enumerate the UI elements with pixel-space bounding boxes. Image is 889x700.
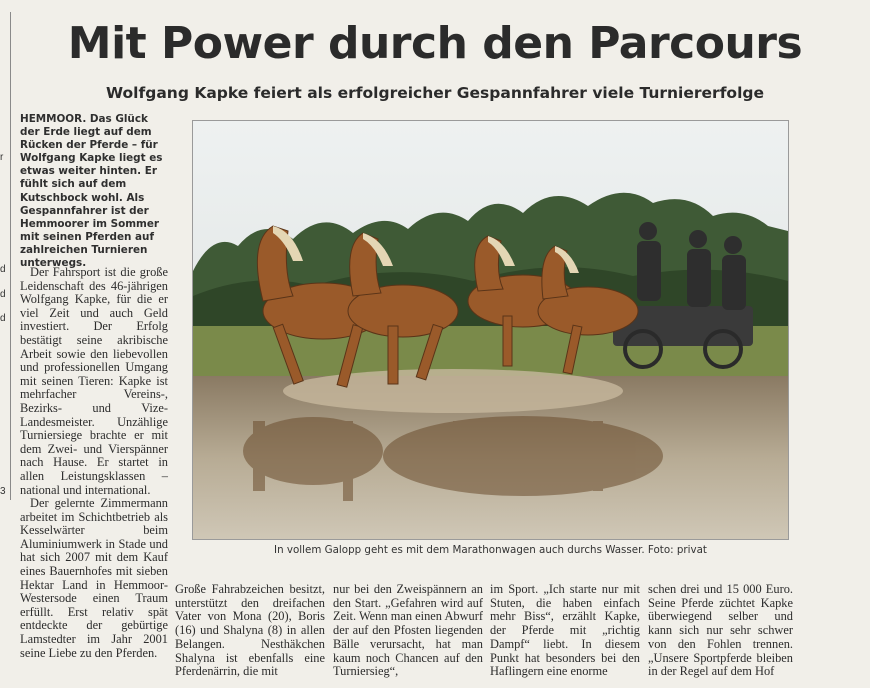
article-column bbox=[490, 583, 640, 679]
margin-fragment: d bbox=[0, 313, 6, 324]
page-bottom-edge bbox=[0, 688, 889, 700]
margin-fragment: d bbox=[0, 264, 6, 275]
article-subheadline: Wolfgang Kapke feiert als erfolgreicher Gespannfahrer viele Turniererfolge bbox=[105, 84, 765, 102]
column-text: nur bei den Zweispännern an den Start. „Gefahren wird auf Zeit. Wenn man einen Abwurf der auf den Pfosten liegenden Bälle verursacht, hat man kaum noch Chancen auf den Turniersieg“, bbox=[333, 582, 483, 679]
article-lead: HEMMOOR. Das Glück der Erde liegt auf dem Rücken der Pferde – für Wolfgang Kapke liegt es etwas weiter hinten. Er fühlt sich auf dem Kutschbock wohl. Als Gespannfahrer ist der Hemmoorer im Sommer mit seinen Pferden auf zahlreichen Turnieren unterwegs. bbox=[20, 113, 163, 270]
body-paragraph: Der Fahrsport ist die große Leidenschaft des 46-jährigen Wolfgang Kapke, für die er viel Zeit und auch Geld investiert. Der Erfolg bestätigt seine akribische Arbeit sowie den liebevollen und professionellen Umgang mit seinen Tieren: Kapke ist mehrfacher Vereins-, Bezirks- und Vize-Landesmeister. Unzählige Turniersiege brachte er mit dem Zwei- und Vierspänner nach Hause. Er startet in allen Leistungsklassen – national und international. bbox=[20, 265, 168, 497]
column-text: schen drei und 15 000 Euro. Seine Pferde züchtet Kapke überwiegend selber und kann sich nur sehr schwer von den Fohlen trennen. „Unsere Sportpferde bleiben in der Regel auf dem Hof bbox=[648, 582, 793, 679]
article-column bbox=[175, 583, 325, 679]
column-text: im Sport. „Ich starte nur mit Stuten, die haben einfach mehr Biss“, erzählt Kapke, der Pferde mit „richtig Dampf“ liebt. In diesem Punkt hat besonders bei den Haflingern eine enorme bbox=[490, 582, 640, 679]
article-headline: Mit Power durch den Parcours bbox=[67, 18, 803, 69]
margin-fragment: 3 bbox=[0, 486, 6, 497]
article-column bbox=[333, 583, 483, 679]
article-column bbox=[648, 583, 793, 679]
article-body-column bbox=[20, 266, 168, 660]
body-paragraph: Der gelernte Zimmermann arbeitet im Schichtbetrieb als Kesselwärter beim Aluminiumwerk in Stade und hat sich 2007 mit dem Kauf eines Bauernhofes mit sieben Hektar Land in Hemmoor-Westersode einen Traum erfüllt. Erst relativ spät entdeckte der gebürtige Lamstedter im Jahr 2001 seine Liebe zu den Pferden. bbox=[20, 496, 168, 660]
margin-fragment: d bbox=[0, 289, 6, 300]
page-margin bbox=[870, 0, 889, 700]
column-text: Große Fahrabzeichen besitzt, unterstützt den dreifachen Vater von Mona (20), Boris (16) und Shalyna (8) in allen Belangen. Nesthäkchen Shalyna ist ebenfalls eine Pferdenärrin, die mit bbox=[175, 582, 325, 679]
article-photo bbox=[192, 120, 789, 540]
photo-caption: In vollem Galopp geht es mit dem Marathonwagen auch durchs Wasser. Foto: privat bbox=[274, 544, 707, 556]
margin-fragment: r bbox=[0, 152, 4, 163]
